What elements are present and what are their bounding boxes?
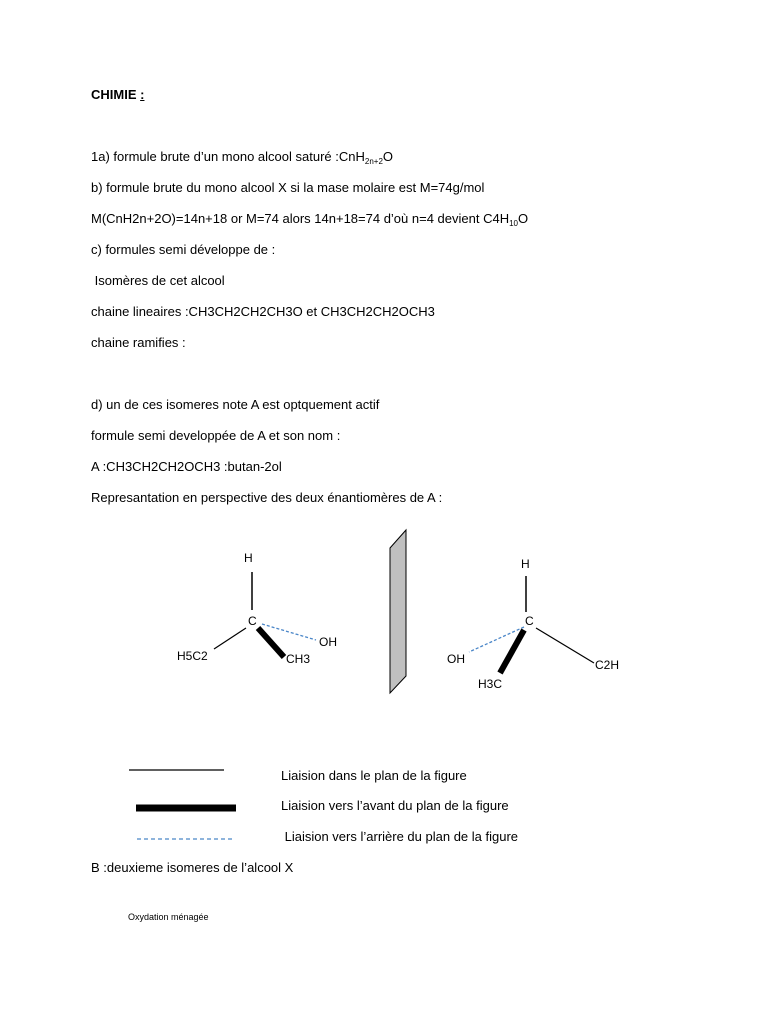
chaine-ramifies-line: chaine ramifies : (91, 335, 186, 350)
isomer-a-line: A :CH3CH2CH2OCH3 :butan-2ol (91, 459, 282, 474)
atom-oh-right: OH (447, 652, 465, 666)
oxydation-label: Oxydation ménagée (128, 912, 209, 922)
question-1d: d) un de ces isomeres note A est optquement actif (91, 397, 380, 412)
atom-h3c-right: H3C (478, 677, 503, 691)
isomer-b-line: B :deuxieme isomeres de l’alcool X (91, 860, 294, 875)
atom-c-left: C (248, 614, 257, 628)
question-1b: b) formule brute du mono alcool X si la mase molaire est M=74g/mol (91, 180, 485, 195)
atom-h-right: H (521, 557, 530, 571)
mirror-plane (390, 530, 406, 693)
molecule-left (177, 551, 337, 666)
atom-oh-left: OH (319, 635, 337, 649)
bond-plane-right-right (536, 628, 594, 663)
atom-ch3-left: CH3 (286, 652, 311, 666)
bond-plane-left-left (214, 628, 246, 649)
calc-prefix: M(CnH2n+2O)=14n+18 or M=74 alors 14n+18=74 d’où n=4 devient C4H (91, 211, 510, 226)
atom-c-right: C (525, 614, 534, 628)
q1a-subscript: 2n+2 (364, 157, 383, 166)
atom-h5c2-left: H5C2 (177, 649, 208, 663)
q1a-prefix: 1a) formule brute d’un mono alcool saturé :CnH (91, 149, 365, 164)
bond-front-left (258, 628, 284, 657)
molecule-right (447, 557, 619, 691)
chaine-lineaires-line: chaine lineaires :CH3CH2CH2CH3O et CH3CH2CH2OCH3 (91, 304, 435, 319)
isomeres-line: Isomères de cet alcool (91, 273, 225, 288)
representation-line: Represantation en perspective des deux énantiomères de A : (91, 490, 443, 505)
atom-c2h-right: C2H (595, 658, 620, 672)
legend-label-back: Liaision vers l’arrière du plan de la figure (281, 829, 519, 844)
calc-suffix: O (518, 211, 529, 226)
atom-h-left: H (244, 551, 253, 565)
q1a-suffix: O (382, 149, 394, 164)
title-text: CHIMIE (91, 87, 137, 102)
legend-label-plane: Liaision dans le plan de la figure (281, 768, 467, 783)
title-colon: : (140, 87, 145, 102)
question-1c: c) formules semi développe de : (91, 242, 276, 257)
legend-label-front: Liaision vers l’avant du plan de la figure (281, 798, 509, 813)
calc-subscript: 10 (509, 219, 518, 228)
formule-a-line: formule semi developpée de A et son nom : (91, 428, 341, 443)
